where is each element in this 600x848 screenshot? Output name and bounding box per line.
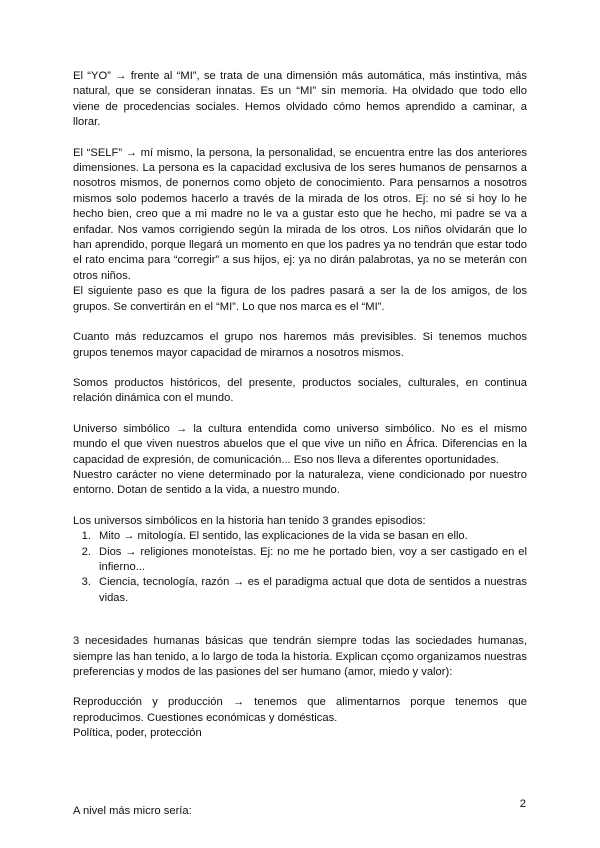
paragraph-episodios-intro: Los universos simbólicos en la historia han tenido 3 grandes episodios: [73, 514, 426, 527]
episodios-list [73, 529, 527, 606]
list-number: 1. [81, 530, 91, 543]
document-body [73, 69, 527, 819]
list-text: Ciencia, tecnología, razón → es el paradigma actual que dota de sentidos a nuestras vidas. [99, 576, 527, 604]
paragraph-micro: A nivel más micro sería: [73, 804, 192, 817]
paragraph-grupo: Cuanto más reduzcamos el grupo nos haremos más previsibles. Si tenemos muchos grupos tenemos mayor capacidad de mirarnos a nosotros mismos. [73, 331, 527, 359]
list-item [73, 529, 527, 544]
page-number: 2 [519, 798, 526, 810]
paragraph-necesidades: 3 necesidades humanas básicas que tendrán siempre todas las sociedades humanas, siempre las han tenido, a lo largo de toda la historia. Explican cçomo organizamos nuestras preferencias y modos de las pasiones del ser humano (amor, miedo y valor): [73, 635, 527, 678]
paragraph-caracter: Nuestro carácter no viene determinado por la naturaleza, viene condicionado por nuestro entorno. Dotan de sentido a la vida, a nuestro mundo. [73, 468, 527, 497]
list-number: 2. [81, 545, 91, 558]
paragraph-reproduccion: Reproducción y producción → tenemos que alimentarnos porque tenemos que reproducimos. Cuestiones económicas y domésticas. [73, 696, 527, 724]
paragraph-productos: Somos productos históricos, del presente, productos sociales, culturales, en continua relación dinámica con el mundo. [73, 376, 527, 405]
paragraph-universo: Universo simbólico → la cultura entendida como universo simbólico. No es el mismo mundo el que viven nuestros abuelos que el que vive un niño en África. Diferencias en la capacidad de expresión, de comunicación... Eso nos lleva a diferentes oportunidades. [73, 422, 527, 466]
paragraph-politica: Política, poder, protección [73, 727, 202, 740]
list-text: Mito → mitología. El sentido, las explicaciones de la vida se basan en ello. [99, 530, 468, 543]
list-item [73, 575, 527, 606]
list-text: Dios → religiones monoteístas. Ej: no me he portado bien, voy a ser castigado en el infierno... [99, 545, 527, 573]
list-number: 3. [81, 576, 91, 589]
paragraph-self: El “SELF” → mí mismo, la persona, la personalidad, se encuentra entre las dos anteriores dimensiones. La persona es la capacidad exclusiva de los seres humanos de pensarnos a nosotros mismos, de ponernos como objeto de conocimiento. Para pensarnos a nosotros mismos solo podemos hacerlo a través de la mirada de los otros. Ej: no sé si hoy lo he hecho bien, creo que a mi madre no le va a gustar esto que he hecho, mi padre se va a enfadar. Nos vamos corrigiendo según la mirada de los otros. Los niños olvidarán que lo han aprendido, porque llegará un momento en que los padres ya no tendrán que estar todo el rato encima para “corregir” a sus hijos, ej: ya no dirán palabrotas, ya no se meterán con otros niños. [73, 146, 527, 282]
list-item [73, 545, 527, 576]
paragraph-siguiente: El siguiente paso es que la figura de los padres pasará a ser la de los amigos, de los grupos. Se convertirán en el “MI”. Lo que nos marca es el “MI”. [73, 285, 527, 313]
paragraph-yo: El “YO” → frente al “MI”, se trata de una dimensión más automática, más instintiva, más natural, que se consideran innatas. Es un “MI” sin memoria. Ha olvidado que todo ello viene de procedencias sociales. Hemos olvidado cómo hemos aprendido a caminar, a llorar. [73, 70, 527, 129]
